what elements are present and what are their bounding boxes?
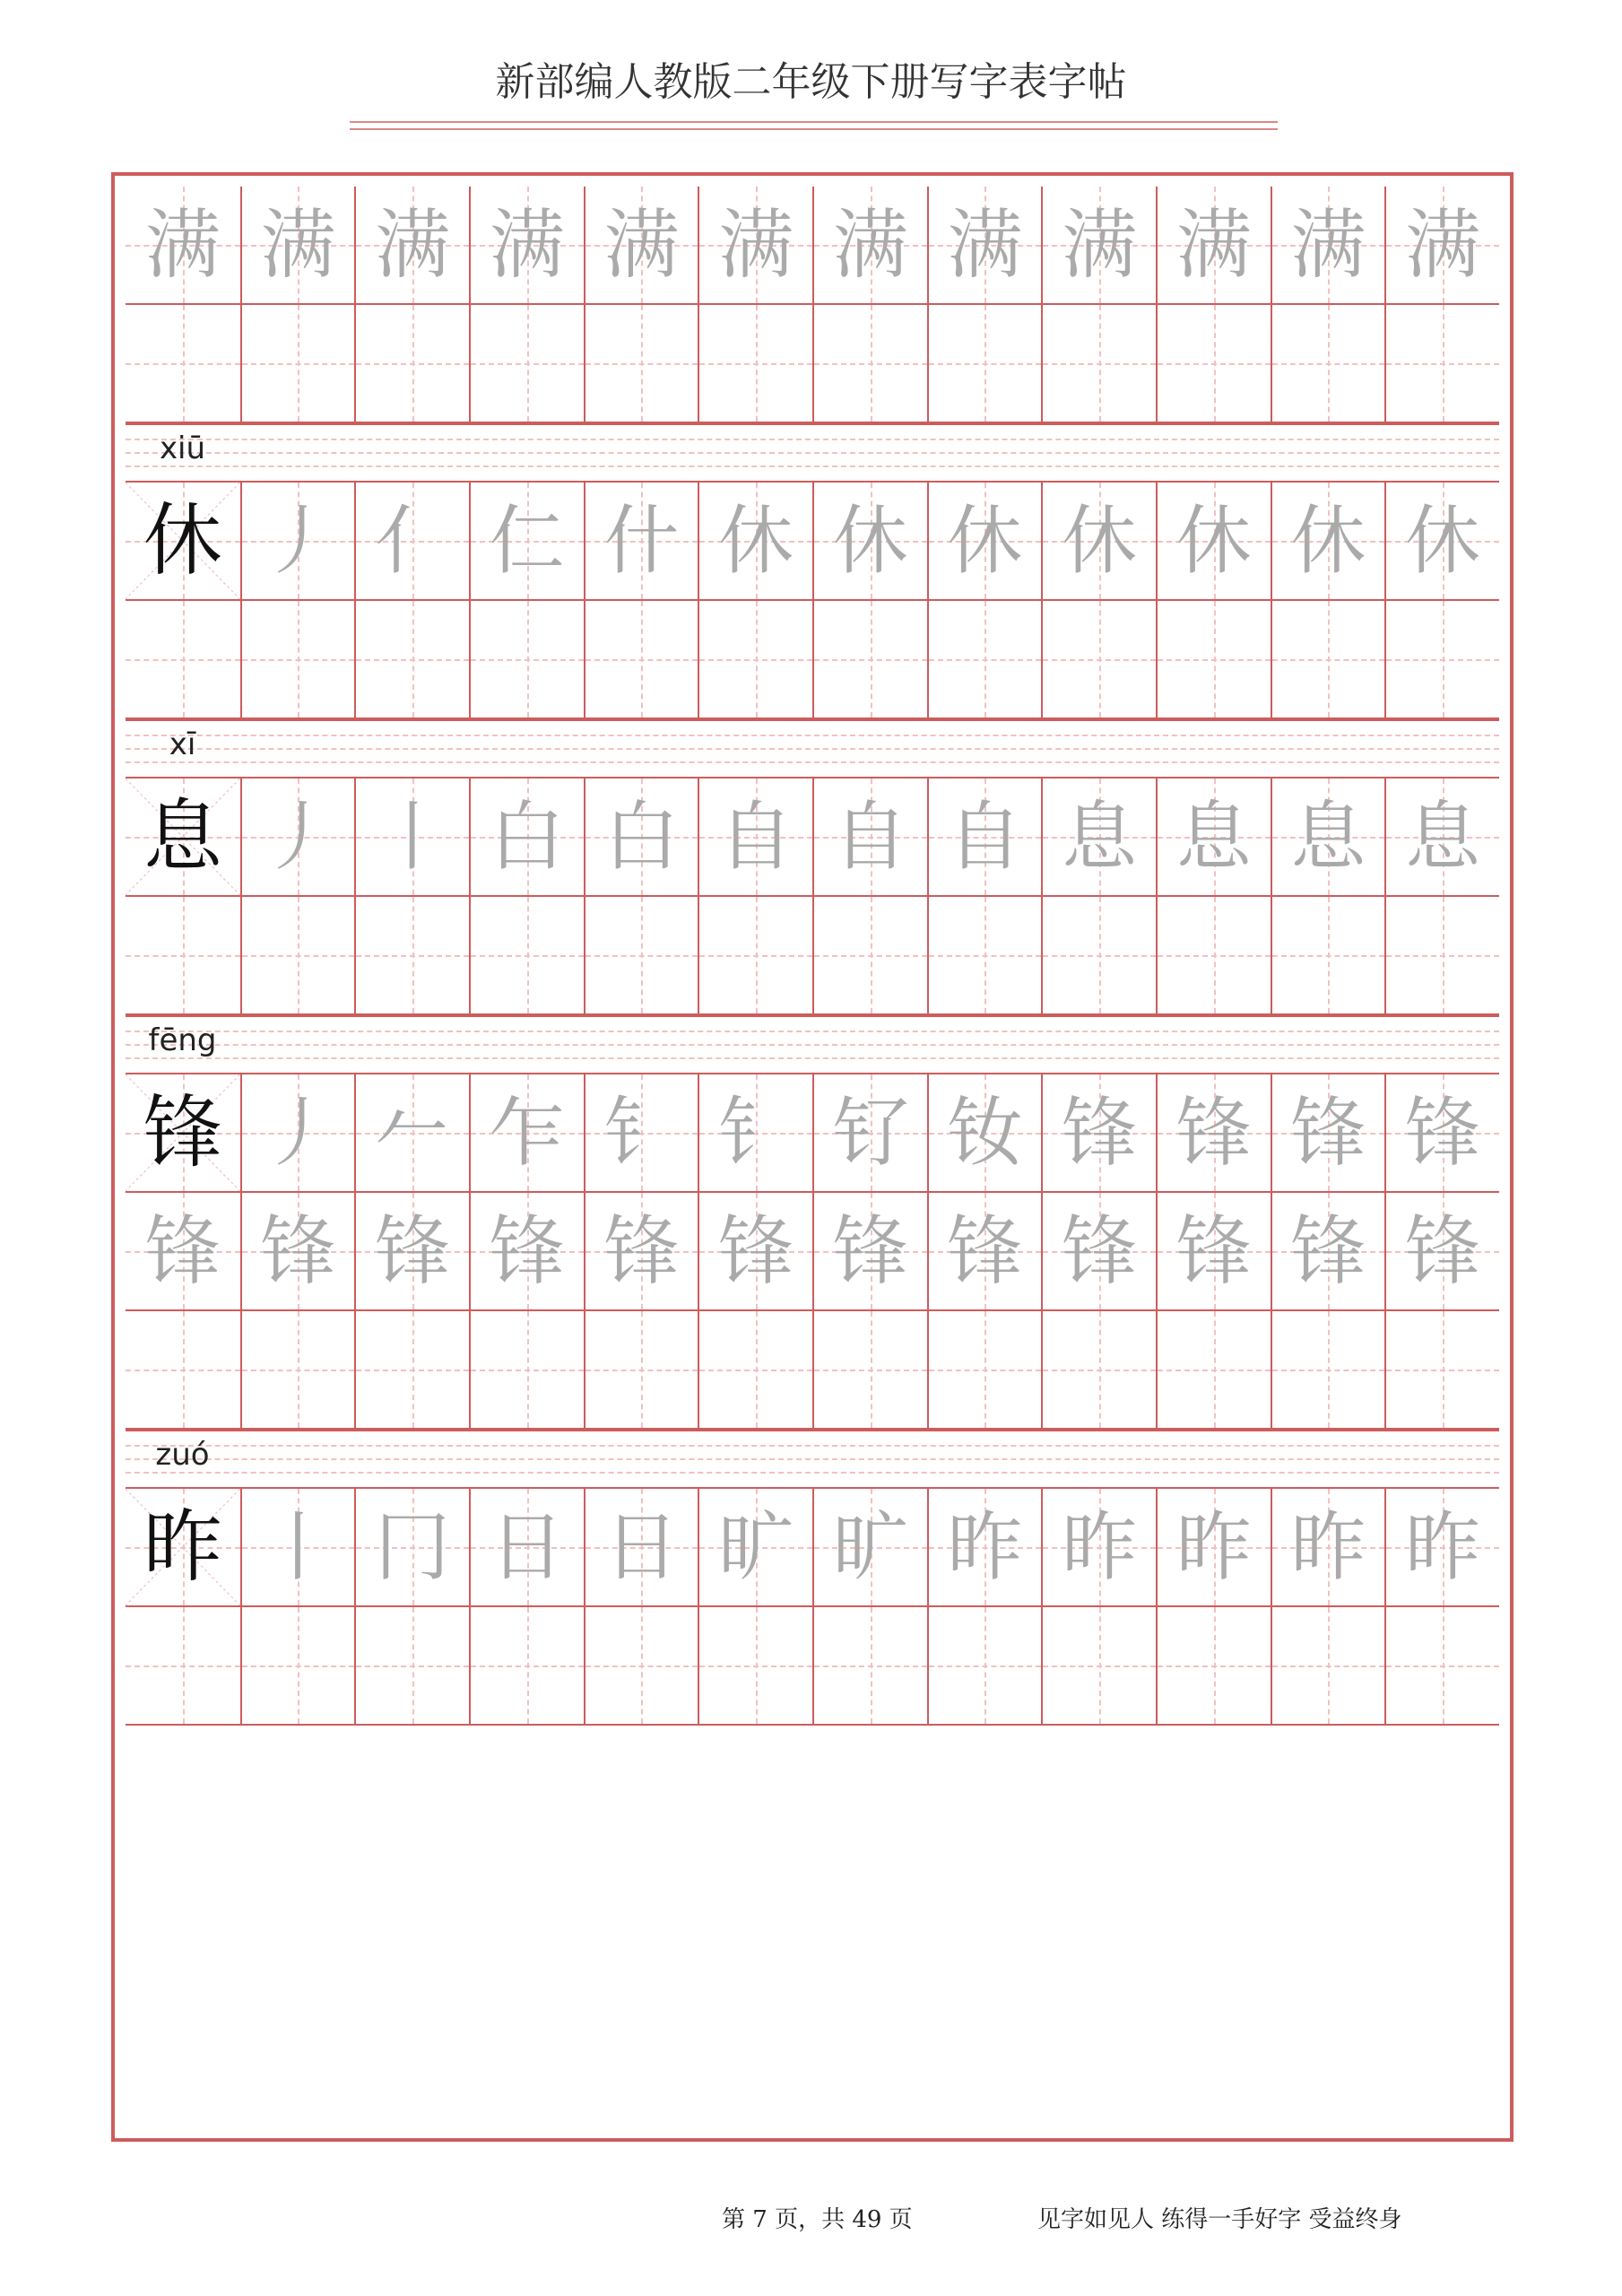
writing-cell[interactable] bbox=[584, 778, 698, 897]
trace-character: 满 bbox=[375, 201, 451, 289]
writing-cell[interactable] bbox=[240, 1193, 355, 1311]
writing-cell[interactable] bbox=[1271, 1489, 1385, 1607]
writing-cell[interactable] bbox=[1156, 1489, 1271, 1607]
trace-character: 锋 bbox=[1175, 1207, 1252, 1295]
writing-cell[interactable] bbox=[240, 1607, 355, 1726]
guide-line bbox=[126, 1031, 1499, 1032]
writing-cell[interactable] bbox=[584, 1193, 698, 1311]
writing-cell[interactable] bbox=[1384, 1489, 1499, 1607]
writing-cell[interactable] bbox=[1041, 1607, 1156, 1726]
pinyin-label: zuó bbox=[155, 1437, 210, 1473]
trace-character: 自 bbox=[832, 793, 908, 881]
trace-character: 满 bbox=[144, 201, 221, 289]
writing-cell[interactable] bbox=[1041, 1489, 1156, 1607]
writing-cell[interactable] bbox=[240, 483, 355, 601]
trace-character: 锋 bbox=[1175, 1089, 1252, 1177]
writing-cell[interactable] bbox=[240, 1074, 355, 1193]
writing-cell[interactable] bbox=[354, 601, 469, 719]
model-character-cell[interactable] bbox=[126, 483, 240, 601]
blank-practice-row bbox=[126, 601, 1499, 719]
writing-cell[interactable] bbox=[1156, 305, 1271, 423]
trace-character: 息 bbox=[1405, 793, 1481, 881]
writing-cell[interactable] bbox=[927, 601, 1042, 719]
trace-character: 满 bbox=[1290, 201, 1366, 289]
trace-character: 乍 bbox=[489, 1089, 565, 1177]
trace-character: 息 bbox=[1290, 793, 1366, 881]
writing-cell[interactable] bbox=[354, 1607, 469, 1726]
writing-cell[interactable] bbox=[584, 187, 698, 305]
footer-slogan: 见字如见人 练得一手好字 受益终身 bbox=[1037, 2206, 1402, 2233]
page-title: 新部编人教版二年级下册写字表字帖 bbox=[495, 59, 1127, 105]
trace-character: 满 bbox=[260, 201, 336, 289]
writing-cell[interactable] bbox=[698, 1193, 812, 1311]
writing-cell[interactable] bbox=[812, 778, 927, 897]
writing-cell[interactable] bbox=[927, 778, 1042, 897]
writing-cell[interactable] bbox=[1041, 187, 1156, 305]
writing-cell[interactable] bbox=[1384, 305, 1499, 423]
writing-cell[interactable] bbox=[698, 1074, 812, 1193]
writing-cell[interactable] bbox=[1041, 601, 1156, 719]
writing-cell[interactable] bbox=[812, 187, 927, 305]
trace-character: 锋 bbox=[603, 1207, 680, 1295]
character-row bbox=[126, 483, 1499, 601]
writing-cell[interactable] bbox=[927, 897, 1042, 1015]
writing-cell[interactable] bbox=[698, 1311, 812, 1430]
writing-cell[interactable] bbox=[240, 1489, 355, 1607]
trace-character: 锋 bbox=[1062, 1089, 1138, 1177]
writing-cell[interactable] bbox=[1271, 1074, 1385, 1193]
blank-practice-row bbox=[126, 305, 1499, 423]
title-underline-top bbox=[350, 121, 1278, 123]
writing-cell[interactable] bbox=[698, 305, 812, 423]
trace-character: 休 bbox=[1405, 497, 1481, 585]
trace-character: 锋 bbox=[947, 1207, 1023, 1295]
pinyin-label: fēng bbox=[148, 1022, 217, 1058]
writing-cell[interactable] bbox=[927, 1489, 1042, 1607]
writing-cell[interactable] bbox=[126, 187, 240, 305]
trace-character: 满 bbox=[1062, 201, 1138, 289]
writing-cell[interactable] bbox=[584, 601, 698, 719]
writing-cell[interactable] bbox=[354, 897, 469, 1015]
guide-line bbox=[126, 1057, 1499, 1059]
writing-cell[interactable] bbox=[1271, 1311, 1385, 1430]
trace-character: 满 bbox=[489, 201, 565, 289]
writing-cell[interactable] bbox=[126, 1193, 240, 1311]
writing-cell[interactable] bbox=[1156, 601, 1271, 719]
trace-character: 旷 bbox=[718, 1503, 794, 1591]
writing-cell[interactable] bbox=[354, 305, 469, 423]
trace-character: 自 bbox=[947, 793, 1023, 881]
writing-cell[interactable] bbox=[1384, 778, 1499, 897]
writing-cell[interactable] bbox=[927, 305, 1042, 423]
guide-line bbox=[126, 1458, 1499, 1460]
writing-cell[interactable] bbox=[240, 601, 355, 719]
trace-character: 丨 bbox=[375, 793, 451, 881]
trace-character: 冂 bbox=[375, 1503, 451, 1591]
writing-cell[interactable] bbox=[812, 1489, 927, 1607]
trace-character: 仁 bbox=[489, 497, 565, 585]
blank-practice-row bbox=[126, 1607, 1499, 1726]
writing-cell[interactable] bbox=[469, 305, 584, 423]
pinyin-row bbox=[126, 423, 1499, 483]
writing-cell[interactable] bbox=[240, 897, 355, 1015]
model-character: 息 bbox=[143, 790, 222, 883]
writing-cell[interactable] bbox=[126, 1311, 240, 1430]
trace-character: 昨 bbox=[947, 1503, 1023, 1591]
writing-cell[interactable] bbox=[1041, 778, 1156, 897]
writing-cell[interactable] bbox=[584, 1607, 698, 1726]
trace-character: 昨 bbox=[1062, 1503, 1138, 1591]
guide-line bbox=[126, 761, 1499, 763]
trace-character: 锋 bbox=[1290, 1207, 1366, 1295]
trace-character: 休 bbox=[718, 497, 794, 585]
pinyin-row bbox=[126, 1430, 1499, 1489]
writing-cell[interactable] bbox=[1384, 1311, 1499, 1430]
writing-cell[interactable] bbox=[354, 1074, 469, 1193]
trace-character: 昨 bbox=[1175, 1503, 1252, 1591]
writing-cell[interactable] bbox=[1271, 778, 1385, 897]
trace-character: 锋 bbox=[1290, 1089, 1366, 1177]
pinyin-row bbox=[126, 719, 1499, 778]
trace-character: 日 bbox=[603, 1503, 680, 1591]
trace-character: 钕 bbox=[947, 1089, 1023, 1177]
writing-cell[interactable] bbox=[354, 1311, 469, 1430]
writing-cell[interactable] bbox=[240, 305, 355, 423]
guide-line bbox=[126, 1472, 1499, 1474]
writing-cell[interactable] bbox=[469, 1311, 584, 1430]
writing-cell[interactable] bbox=[469, 1607, 584, 1726]
model-character-cell[interactable] bbox=[126, 1074, 240, 1193]
writing-cell[interactable] bbox=[1156, 1311, 1271, 1430]
writing-cell[interactable] bbox=[354, 1193, 469, 1311]
model-character-cell[interactable] bbox=[126, 1489, 240, 1607]
writing-cell[interactable] bbox=[698, 897, 812, 1015]
writing-cell[interactable] bbox=[1384, 1193, 1499, 1311]
writing-cell[interactable] bbox=[584, 305, 698, 423]
writing-cell[interactable] bbox=[812, 897, 927, 1015]
writing-cell[interactable] bbox=[812, 305, 927, 423]
character-row bbox=[126, 187, 1499, 305]
character-row bbox=[126, 1074, 1499, 1193]
trace-character: 白 bbox=[603, 793, 680, 881]
writing-cell[interactable] bbox=[584, 483, 698, 601]
pinyin-label: xiū bbox=[159, 430, 206, 466]
writing-cell[interactable] bbox=[698, 1607, 812, 1726]
model-character-cell[interactable] bbox=[126, 778, 240, 897]
writing-cell[interactable] bbox=[126, 305, 240, 423]
trace-character: 锋 bbox=[1405, 1207, 1481, 1295]
model-character: 休 bbox=[143, 494, 222, 587]
writing-cell[interactable] bbox=[1156, 778, 1271, 897]
writing-cell[interactable] bbox=[927, 1607, 1042, 1726]
trace-character: 昨 bbox=[1405, 1503, 1481, 1591]
guide-line bbox=[126, 465, 1499, 467]
writing-cell[interactable] bbox=[812, 1193, 927, 1311]
writing-cell[interactable] bbox=[927, 483, 1042, 601]
title-underline-bottom bbox=[350, 128, 1278, 130]
writing-cell[interactable] bbox=[469, 1193, 584, 1311]
writing-cell[interactable] bbox=[1156, 1074, 1271, 1193]
pinyin-label: xī bbox=[169, 726, 196, 762]
trace-character: 钅 bbox=[718, 1089, 794, 1177]
trace-character: 丿 bbox=[260, 1089, 336, 1177]
page-number: 第 7 页，共 49 页 bbox=[722, 2206, 913, 2233]
writing-cell[interactable] bbox=[469, 778, 584, 897]
trace-character: 休 bbox=[832, 497, 908, 585]
blank-practice-row bbox=[126, 897, 1499, 1015]
guide-line bbox=[126, 439, 1499, 440]
writing-cell[interactable] bbox=[584, 1311, 698, 1430]
trace-character: 锋 bbox=[832, 1207, 908, 1295]
writing-cell[interactable] bbox=[354, 778, 469, 897]
trace-character: 白 bbox=[489, 793, 565, 881]
model-character: 昨 bbox=[143, 1500, 222, 1593]
trace-character: 日 bbox=[489, 1503, 565, 1591]
writing-cell[interactable] bbox=[1271, 1607, 1385, 1726]
trace-character: 锋 bbox=[1405, 1089, 1481, 1177]
writing-cell[interactable] bbox=[812, 601, 927, 719]
writing-cell[interactable] bbox=[698, 483, 812, 601]
trace-character: 锋 bbox=[1062, 1207, 1138, 1295]
writing-cell[interactable] bbox=[126, 897, 240, 1015]
practice-grid bbox=[126, 187, 1499, 2127]
trace-character: 休 bbox=[947, 497, 1023, 585]
writing-cell[interactable] bbox=[1041, 1074, 1156, 1193]
writing-cell[interactable] bbox=[1384, 187, 1499, 305]
writing-cell[interactable] bbox=[469, 601, 584, 719]
writing-cell[interactable] bbox=[1384, 1074, 1499, 1193]
writing-cell[interactable] bbox=[927, 1311, 1042, 1430]
writing-cell[interactable] bbox=[812, 1607, 927, 1726]
writing-cell[interactable] bbox=[1271, 601, 1385, 719]
writing-cell[interactable] bbox=[469, 1074, 584, 1193]
character-row bbox=[126, 1193, 1499, 1311]
writing-cell[interactable] bbox=[469, 483, 584, 601]
guide-line bbox=[126, 748, 1499, 750]
writing-cell[interactable] bbox=[812, 1074, 927, 1193]
guide-line bbox=[126, 452, 1499, 454]
writing-cell[interactable] bbox=[240, 778, 355, 897]
character-row bbox=[126, 778, 1499, 897]
guide-line bbox=[126, 735, 1499, 736]
writing-cell[interactable] bbox=[1156, 1193, 1271, 1311]
trace-character: 休 bbox=[1290, 497, 1366, 585]
trace-character: 𠂉 bbox=[375, 1089, 451, 1177]
blank-practice-row bbox=[126, 1311, 1499, 1430]
trace-character: 丿 bbox=[260, 497, 336, 585]
writing-cell[interactable] bbox=[1156, 187, 1271, 305]
writing-cell[interactable] bbox=[584, 897, 698, 1015]
trace-character: 什 bbox=[603, 497, 680, 585]
writing-cell[interactable] bbox=[1384, 601, 1499, 719]
writing-cell[interactable] bbox=[584, 1074, 698, 1193]
writing-cell[interactable] bbox=[1041, 1311, 1156, 1430]
trace-character: 锋 bbox=[144, 1207, 221, 1295]
writing-cell[interactable] bbox=[1271, 1193, 1385, 1311]
writing-cell[interactable] bbox=[354, 187, 469, 305]
writing-cell[interactable] bbox=[469, 897, 584, 1015]
writing-cell[interactable] bbox=[812, 1311, 927, 1430]
writing-cell[interactable] bbox=[927, 1074, 1042, 1193]
writing-cell[interactable] bbox=[1156, 483, 1271, 601]
trace-character: 锋 bbox=[375, 1207, 451, 1295]
trace-character: 丨 bbox=[260, 1503, 336, 1591]
writing-cell[interactable] bbox=[469, 187, 584, 305]
writing-cell[interactable] bbox=[1041, 897, 1156, 1015]
writing-cell[interactable] bbox=[1271, 305, 1385, 423]
trace-character: 满 bbox=[947, 201, 1023, 289]
writing-cell[interactable] bbox=[1384, 1607, 1499, 1726]
trace-character: 亻 bbox=[375, 497, 451, 585]
writing-cell[interactable] bbox=[698, 187, 812, 305]
writing-cell[interactable] bbox=[584, 1489, 698, 1607]
trace-character: 锋 bbox=[718, 1207, 794, 1295]
writing-cell[interactable] bbox=[240, 1311, 355, 1430]
writing-cell[interactable] bbox=[126, 1607, 240, 1726]
writing-cell[interactable] bbox=[927, 187, 1042, 305]
trace-character: 丿 bbox=[260, 793, 336, 881]
trace-character: 满 bbox=[603, 201, 680, 289]
writing-cell[interactable] bbox=[126, 601, 240, 719]
trace-character: 息 bbox=[1175, 793, 1252, 881]
writing-cell[interactable] bbox=[354, 483, 469, 601]
trace-character: 自 bbox=[718, 793, 794, 881]
writing-cell[interactable] bbox=[1156, 897, 1271, 1015]
trace-character: 满 bbox=[1405, 201, 1481, 289]
trace-character: 锋 bbox=[260, 1207, 336, 1295]
writing-cell[interactable] bbox=[469, 1489, 584, 1607]
trace-character: 满 bbox=[718, 201, 794, 289]
writing-cell[interactable] bbox=[1041, 483, 1156, 601]
trace-character: 休 bbox=[1062, 497, 1138, 585]
model-character: 锋 bbox=[143, 1086, 222, 1178]
writing-cell[interactable] bbox=[698, 601, 812, 719]
writing-cell[interactable] bbox=[1271, 187, 1385, 305]
trace-character: 钅 bbox=[603, 1089, 680, 1177]
trace-character: 休 bbox=[1175, 497, 1252, 585]
writing-cell[interactable] bbox=[1156, 1607, 1271, 1726]
writing-cell[interactable] bbox=[698, 778, 812, 897]
writing-cell[interactable] bbox=[1041, 1193, 1156, 1311]
trace-character: 满 bbox=[1175, 201, 1252, 289]
writing-cell[interactable] bbox=[1384, 897, 1499, 1015]
trace-character: 息 bbox=[1062, 793, 1138, 881]
writing-cell[interactable] bbox=[240, 187, 355, 305]
writing-cell[interactable] bbox=[1271, 897, 1385, 1015]
writing-cell[interactable] bbox=[812, 483, 927, 601]
writing-cell[interactable] bbox=[698, 1489, 812, 1607]
pinyin-row bbox=[126, 1015, 1499, 1074]
guide-line bbox=[126, 1044, 1499, 1046]
writing-cell[interactable] bbox=[354, 1489, 469, 1607]
trace-character: 钌 bbox=[832, 1089, 908, 1177]
guide-line bbox=[126, 1445, 1499, 1447]
writing-cell[interactable] bbox=[1271, 483, 1385, 601]
writing-cell[interactable] bbox=[1384, 483, 1499, 601]
trace-character: 昨 bbox=[1290, 1503, 1366, 1591]
trace-character: 锋 bbox=[489, 1207, 565, 1295]
trace-character: 满 bbox=[832, 201, 908, 289]
trace-character: 旷 bbox=[832, 1503, 908, 1591]
writing-cell[interactable] bbox=[927, 1193, 1042, 1311]
character-row bbox=[126, 1489, 1499, 1607]
writing-cell[interactable] bbox=[1041, 305, 1156, 423]
